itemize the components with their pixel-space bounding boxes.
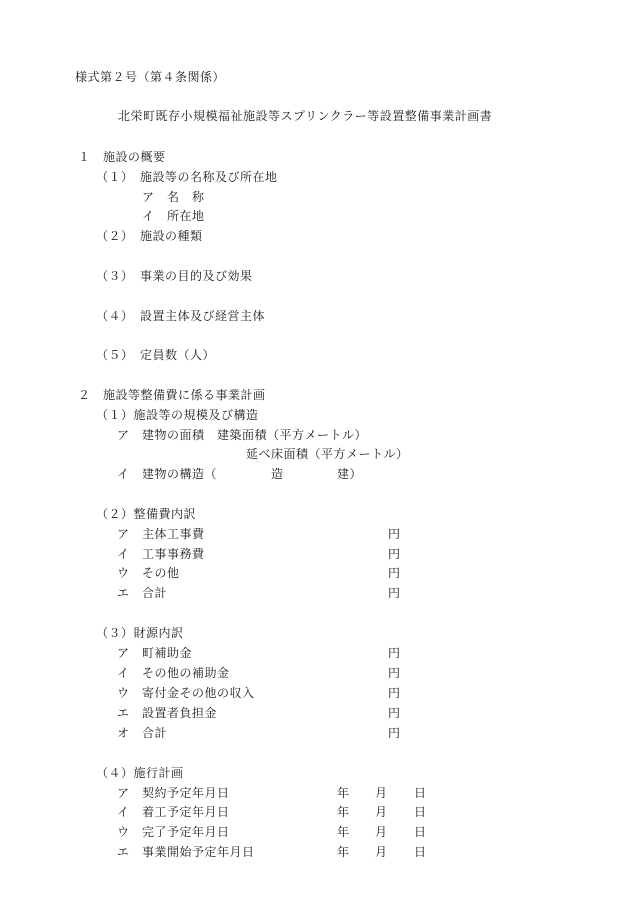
schedule-year: 年 — [337, 805, 350, 819]
fund-yen: 円 — [388, 726, 401, 740]
item-1-1: （１） 施設等の名称及び所在地 — [96, 170, 278, 184]
cost-row: ウ その他 — [117, 566, 180, 580]
section-1-heading: １ 施設の概要 — [78, 150, 166, 164]
fund-yen: 円 — [388, 646, 401, 660]
item-1-2: （２） 施設の種類 — [96, 229, 203, 243]
item-1-3: （３） 事業の目的及び効果 — [96, 269, 253, 283]
fund-yen: 円 — [388, 706, 401, 720]
document-title: 北栄町既存小規模福祉施設等スプリンクラー等設置整備事業計画書 — [118, 109, 493, 123]
schedule-day: 日 — [414, 805, 427, 819]
item-1-5: （５） 定員数（人） — [96, 348, 216, 362]
item-1-1-a: ア 名 称 — [142, 190, 205, 204]
structure-ken: 建） — [337, 467, 363, 481]
schedule-day: 日 — [414, 845, 427, 859]
fund-row: ウ 寄付金その他の収入 — [117, 686, 255, 700]
cost-row: ア 主体工事費 — [117, 527, 205, 541]
building-structure: イ 建物の構造（ — [117, 467, 218, 481]
cost-row: エ 合計 — [117, 586, 168, 600]
schedule-month: 月 — [375, 825, 388, 839]
item-2-3: （３）財源内訳 — [96, 626, 184, 640]
structure-zo: 造 — [271, 467, 284, 481]
cost-yen: 円 — [388, 586, 401, 600]
schedule-row: エ 事業開始予定年月日 — [117, 845, 255, 859]
cost-row: イ 工事事務費 — [117, 547, 205, 561]
floor-area: 延べ床面積（平方メートル） — [246, 447, 409, 461]
item-1-4: （４） 設置主体及び経営主体 — [96, 309, 266, 323]
schedule-year: 年 — [337, 786, 350, 800]
fund-row: オ 合計 — [117, 726, 168, 740]
fund-row: エ 設置者負担金 — [117, 706, 218, 720]
item-1-1-b: イ 所在地 — [142, 209, 205, 223]
schedule-year: 年 — [337, 825, 350, 839]
schedule-row: ア 契約予定年月日 — [117, 786, 230, 800]
section-2-heading: ２ 施設等整備費に係る事業計画 — [78, 388, 266, 402]
item-2-2: （２）整備費内訳 — [96, 507, 197, 521]
schedule-month: 月 — [375, 845, 388, 859]
form-number: 様式第２号（第４条関係） — [75, 70, 226, 84]
fund-yen: 円 — [388, 666, 401, 680]
fund-yen: 円 — [388, 686, 401, 700]
schedule-row: イ 着工予定年月日 — [117, 805, 230, 819]
cost-yen: 円 — [388, 527, 401, 541]
item-2-4: （４）施行計画 — [96, 766, 184, 780]
cost-yen: 円 — [388, 566, 401, 580]
schedule-day: 日 — [414, 825, 427, 839]
schedule-month: 月 — [375, 805, 388, 819]
cost-yen: 円 — [388, 547, 401, 561]
fund-row: ア 町補助金 — [117, 646, 193, 660]
schedule-day: 日 — [414, 786, 427, 800]
schedule-row: ウ 完了予定年月日 — [117, 825, 230, 839]
schedule-month: 月 — [375, 786, 388, 800]
schedule-year: 年 — [337, 845, 350, 859]
building-area: ア 建物の面積 建築面積（平方メートル） — [117, 428, 368, 442]
item-2-1: （１）施設等の規模及び構造 — [96, 408, 259, 422]
fund-row: イ その他の補助金 — [117, 666, 230, 680]
